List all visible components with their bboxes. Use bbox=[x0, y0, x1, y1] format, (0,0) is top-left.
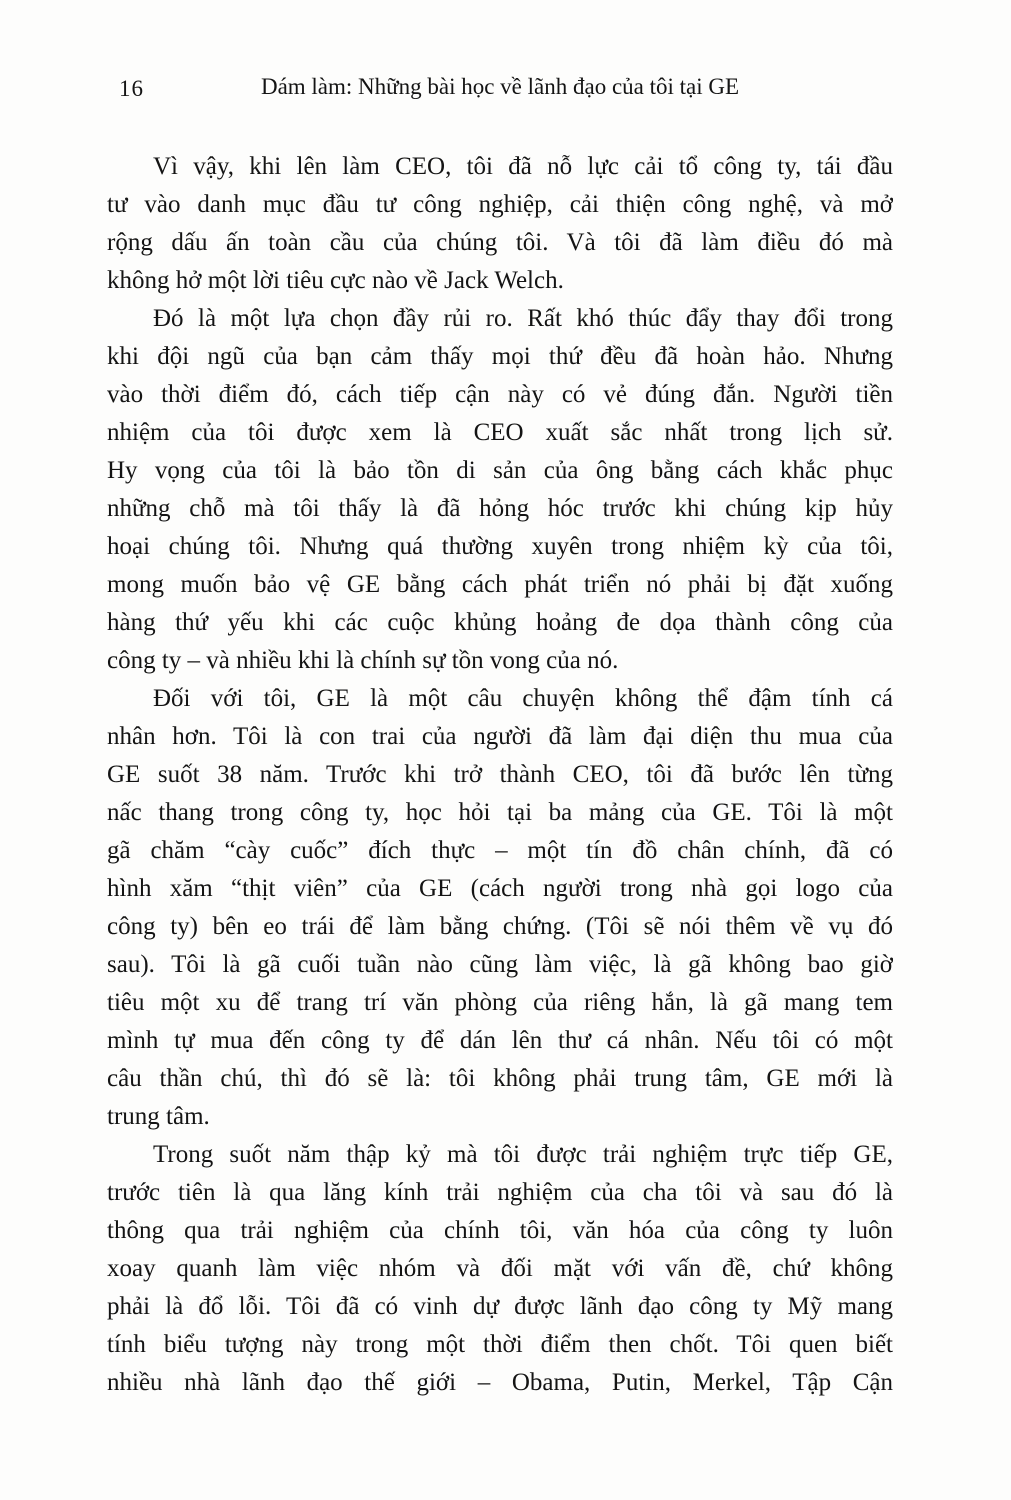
paragraph-line: mong muốn bảo vệ GE bằng cách phát triển nó phải bị đặt xuống bbox=[107, 571, 893, 598]
paragraph-1 bbox=[107, 148, 893, 300]
paragraph-line: tính biểu tượng này trong một thời điểm then chốt. Tôi quen biết bbox=[107, 1331, 893, 1358]
paragraph-4 bbox=[107, 1136, 893, 1402]
paragraph-line: Vì vậy, khi lên làm CEO, tôi đã nỗ lực cải tổ công ty, tái đầu bbox=[153, 153, 893, 180]
paragraph-line: trung tâm. bbox=[107, 1103, 210, 1130]
paragraph-line: khi đội ngũ của bạn cảm thấy mọi thứ đều đã hoàn hảo. Nhưng bbox=[107, 343, 893, 370]
paragraph-line: sau). Tôi là gã cuối tuần nào cũng làm việc, là gã không bao giờ bbox=[107, 951, 893, 978]
paragraph-line: Hy vọng của tôi là bảo tồn di sản của ông bằng cách khắc phục bbox=[107, 457, 893, 484]
paragraph-line: công ty – và nhiều khi là chính sự tồn vong của nó. bbox=[107, 647, 619, 674]
paragraph-line: hình xăm “thịt viên” của GE (cách người trong nhà gọi logo của bbox=[107, 875, 893, 902]
paragraph-line: xoay quanh làm việc nhóm và đối mặt với vấn đề, chứ không bbox=[107, 1255, 893, 1282]
paragraph-line: tiêu một xu để trang trí văn phòng của riêng hắn, là gã mang tem bbox=[107, 989, 893, 1016]
paragraph-line: GE suốt 38 năm. Trước khi trở thành CEO, tôi đã bước lên từng bbox=[107, 761, 893, 788]
paragraph-line: vào thời điểm đó, cách tiếp cận này có vẻ đúng đắn. Người tiền bbox=[107, 381, 893, 408]
paragraph-line: gã chăm “cày cuốc” đích thực – một tín đồ chân chính, đã có bbox=[107, 837, 893, 864]
paragraph-line: Đối với tôi, GE là một câu chuyện không thể đậm tính cá bbox=[153, 685, 893, 712]
paragraph-line: hàng thứ yếu khi các cuộc khủng hoảng đe dọa thành công của bbox=[107, 609, 893, 636]
paragraph-line: tư vào danh mục đầu tư công nghiệp, cải thiện công nghệ, và mở bbox=[107, 191, 893, 218]
paragraph-line: nhiệm của tôi được xem là CEO xuất sắc nhất trong lịch sử. bbox=[107, 419, 893, 446]
paragraph-line: những chỗ mà tôi thấy là đã hỏng hóc trước khi chúng kịp hủy bbox=[107, 495, 893, 522]
paragraph-line: Đó là một lựa chọn đầy rủi ro. Rất khó thúc đẩy thay đổi trong bbox=[153, 305, 893, 332]
paragraph-line: không hở một lời tiêu cực nào về Jack Welch. bbox=[107, 267, 564, 294]
paragraph-line: trước tiên là qua lăng kính trải nghiệm của cha tôi và sau đó là bbox=[107, 1179, 893, 1206]
paragraph-line: công ty) bên eo trái để làm bằng chứng. (Tôi sẽ nói thêm về vụ đó bbox=[107, 913, 893, 940]
paragraph-line: nấc thang trong công ty, học hỏi tại ba mảng của GE. Tôi là một bbox=[107, 799, 893, 826]
page-number: 16 bbox=[119, 76, 144, 101]
paragraph-2 bbox=[107, 300, 893, 680]
paragraph-line: mình tự mua đến công ty để dán lên thư cá nhân. Nếu tôi có một bbox=[107, 1027, 893, 1054]
running-title: Dám làm: Những bài học về lãnh đạo của tôi tại GE bbox=[260, 74, 740, 99]
body-text bbox=[107, 148, 893, 1402]
paragraph-line: Trong suốt năm thập kỷ mà tôi được trải nghiệm trực tiếp GE, bbox=[153, 1141, 893, 1168]
paragraph-3 bbox=[107, 680, 893, 1136]
running-head bbox=[107, 74, 893, 106]
paragraph-line: phải là đổ lỗi. Tôi đã có vinh dự được lãnh đạo công ty Mỹ mang bbox=[107, 1293, 893, 1320]
paragraph-line: nhân hơn. Tôi là con trai của người đã làm đại diện thu mua của bbox=[107, 723, 893, 750]
paragraph-line: câu thần chú, thì đó sẽ là: tôi không phải trung tâm, GE mới là bbox=[107, 1065, 893, 1092]
paragraph-line: thông qua trải nghiệm của chính tôi, văn hóa của công ty luôn bbox=[107, 1217, 893, 1244]
paragraph-line: nhiều nhà lãnh đạo thế giới – Obama, Putin, Merkel, Tập Cận bbox=[107, 1369, 893, 1396]
paragraph-line: hoại chúng tôi. Nhưng quá thường xuyên trong nhiệm kỳ của tôi, bbox=[107, 533, 893, 560]
paragraph-line: rộng dấu ấn toàn cầu của chúng tôi. Và tôi đã làm điều đó mà bbox=[107, 229, 893, 256]
